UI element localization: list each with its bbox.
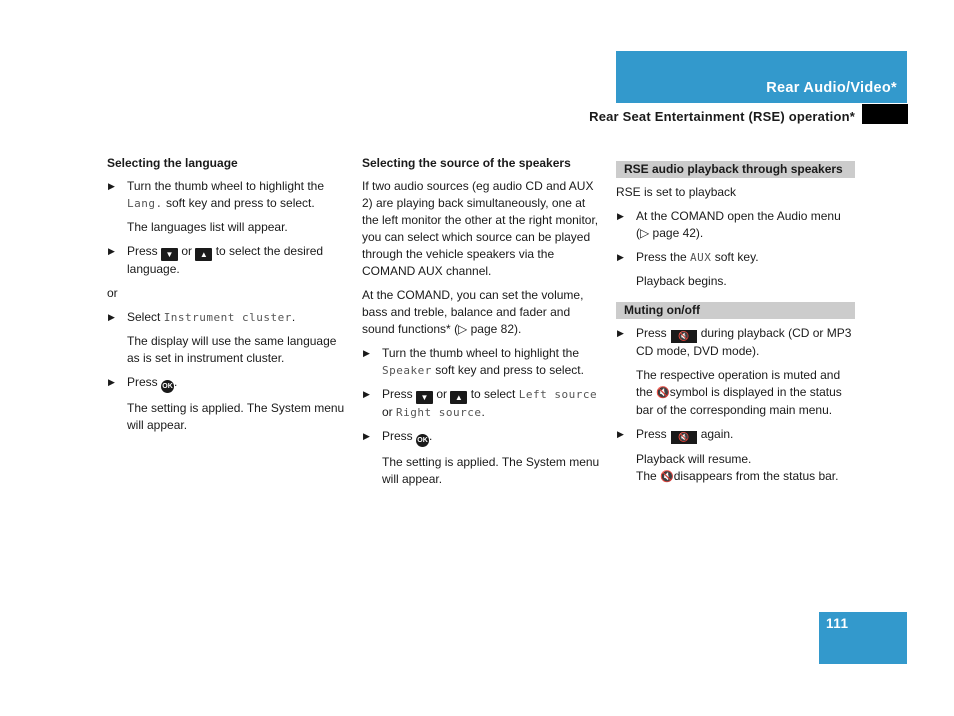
down-arrow-key-icon: ▼	[416, 391, 433, 404]
softkey-aux: AUX	[690, 251, 712, 264]
up-arrow-key-icon: ▲	[195, 248, 212, 261]
menu-item-left-source: Left source	[518, 388, 598, 401]
section-title: Rear Audio/Video*	[766, 80, 897, 96]
result-text: The 🔇disappears from the status bar.	[636, 469, 839, 483]
step-press-ok: ▶ Press OK.	[107, 374, 347, 393]
result-text: The display will use the same language as is set in instrument cluster.	[127, 334, 337, 365]
bullet-icon: ▶	[108, 377, 115, 387]
step-press-ok: ▶ Press OK.	[362, 428, 602, 447]
step-highlight-speaker: ▶ Turn the thumb wheel to highlight the Speaker soft key and press to select.	[363, 346, 584, 377]
step-highlight-lang: ▶ Turn the thumb wheel to highlight the Lang. soft key and press to select.	[108, 179, 325, 210]
step-open-audio-menu: ▶ At the COMAND open the Audio menu (▷ page 42).	[617, 209, 841, 240]
column-1	[107, 155, 347, 441]
result-text: The setting is applied. The System menu will appear.	[382, 455, 600, 486]
result-text: Playback will resume.	[636, 452, 752, 466]
page-number: 111	[826, 616, 849, 631]
menu-item-right-source: Right source	[396, 406, 482, 419]
step-press-mute: ▶ Press 🔇 during playback (CD or MP3 CD mode, DVD mode).	[617, 326, 852, 358]
menu-item-instrument-cluster: Instrument cluster	[163, 311, 292, 324]
paragraph: At the COMAND, you can set the volume, bass and treble, balance and fader and sound functions* (▷ page 82).	[362, 288, 584, 336]
heading-muting: Muting on/off	[616, 302, 855, 319]
step-press-aux: ▶ Press the AUX soft key.	[617, 250, 759, 264]
bullet-icon: ▶	[617, 211, 624, 221]
step-press-mute-again: ▶ Press 🔇 again.	[617, 427, 734, 442]
mute-symbol-icon: 🔇	[660, 471, 674, 483]
heading-speaker-source: Selecting the source of the speakers	[362, 156, 571, 170]
step-press-keys: ▶ Press ▼ or ▲ to select the desired language.	[108, 244, 324, 276]
mute-key-icon: 🔇	[671, 330, 697, 343]
softkey-lang: Lang.	[127, 197, 163, 210]
ok-button-icon: OK	[161, 380, 174, 393]
paragraph: If two audio sources (eg audio CD and AUX 2) are playing back simultaneously, one at the left monitor the other at the right monitor, you can select which source can be played through the vehicle speakers via the COMAND AUX channel.	[362, 179, 599, 278]
bullet-icon: ▶	[617, 429, 624, 439]
column-3	[616, 161, 856, 493]
heading-rse-audio-playback: RSE audio playback through speakers	[616, 161, 855, 178]
mute-key-icon: 🔇	[671, 431, 697, 444]
heading-selecting-language: Selecting the language	[107, 156, 238, 170]
down-arrow-key-icon: ▼	[161, 248, 178, 261]
step-select-instrument-cluster: ▶ Select Instrument cluster.	[108, 310, 296, 324]
result-text: The setting is applied. The System menu will appear.	[127, 401, 345, 432]
header-black-tab	[862, 104, 908, 124]
bullet-icon: ▶	[617, 328, 624, 338]
mute-symbol-icon: 🔇	[656, 387, 670, 399]
result-text: The respective operation is muted and the 🔇symbol is displayed in the status bar of the corresponding main menu.	[636, 368, 842, 417]
bullet-icon: ▶	[108, 246, 115, 256]
header-banner	[616, 51, 907, 103]
bullet-icon: ▶	[363, 348, 370, 358]
step-select-source: ▶ Press ▼ or ▲ to select Left source or Right source.	[363, 387, 598, 419]
bullet-icon: ▶	[108, 312, 115, 322]
up-arrow-key-icon: ▲	[450, 391, 467, 404]
paragraph: RSE is set to playback	[616, 185, 737, 199]
bullet-icon: ▶	[108, 181, 115, 191]
result-text: Playback begins.	[636, 274, 727, 288]
section-subtitle: Rear Seat Entertainment (RSE) operation*	[589, 109, 855, 124]
ok-button-icon: OK	[416, 434, 429, 447]
bullet-icon: ▶	[363, 431, 370, 441]
softkey-speaker: Speaker	[382, 364, 432, 377]
page-number-box	[819, 612, 907, 664]
column-2	[362, 155, 602, 495]
result-text: The languages list will appear.	[127, 220, 288, 234]
bullet-icon: ▶	[617, 252, 624, 262]
bullet-icon: ▶	[363, 389, 370, 399]
or-text: or	[107, 286, 118, 300]
